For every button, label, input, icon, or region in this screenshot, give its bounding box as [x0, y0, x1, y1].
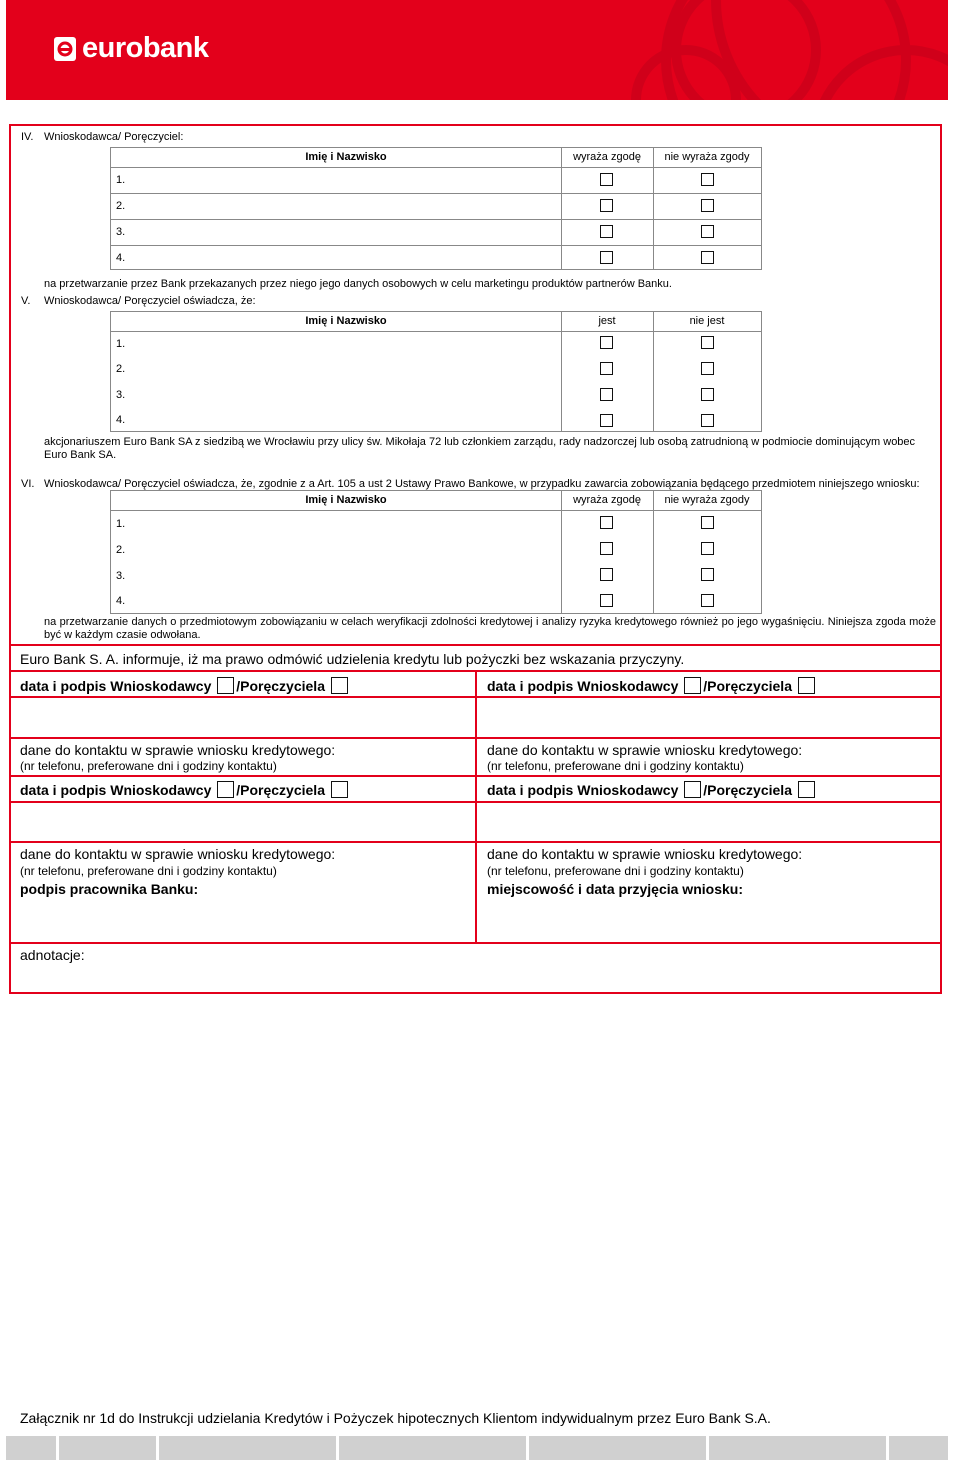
header-banner — [6, 0, 948, 100]
brand-logo — [54, 32, 209, 65]
consent-checkbox[interactable] — [600, 199, 613, 212]
is-not-checkbox[interactable] — [701, 362, 714, 375]
guarantor-checkbox[interactable] — [331, 677, 348, 694]
section-v-title: Wnioskodawca/ Poręczyciel oświadcza, że: — [44, 295, 256, 307]
contact-sublabel: (nr telefonu, preferowane dni i godziny kontaktu) — [20, 864, 277, 878]
col-name-header: Imię i Nazwisko — [305, 151, 387, 163]
col-no-consent-header: nie wyraża zgody — [664, 151, 750, 163]
no-consent-checkbox[interactable] — [701, 542, 714, 555]
no-consent-checkbox[interactable] — [701, 199, 714, 212]
divider — [9, 737, 942, 739]
row-number: 3. — [116, 389, 126, 401]
signature-label — [20, 677, 350, 694]
consent-table-vi — [110, 490, 762, 614]
col-consent-header: wyraża zgodę — [573, 151, 641, 163]
is-checkbox[interactable] — [600, 362, 613, 375]
contact-label: dane do kontaktu w sprawie wniosku kredytowego: — [20, 846, 336, 862]
no-consent-checkbox[interactable] — [701, 173, 714, 186]
contact-sublabel: (nr telefonu, preferowane dni i godziny kontaktu) — [20, 759, 277, 773]
section-v-note: akcjonariuszem Euro Bank SA z siedzibą we Wrocławiu przy ulicy św. Mikołaja 72 lub członkiem zarządu, rady nadzorczej lub osobą zatrudnioną w podmiocie dominującym wobec Euro Bank SA. — [44, 436, 916, 461]
guarantor-label: /Poręczyciela — [703, 782, 792, 798]
divider — [9, 644, 942, 646]
contact-label: dane do kontaktu w sprawie wniosku kredytowego: — [487, 846, 803, 862]
decorative-swirl-icon — [486, 0, 948, 100]
col-name-header: Imię i Nazwisko — [305, 315, 387, 327]
guarantor-label: /Poręczyciela — [236, 678, 325, 694]
guarantor-checkbox[interactable] — [331, 781, 348, 798]
place-date-label: miejscowość i data przyjęcia wniosku: — [487, 881, 743, 897]
is-checkbox[interactable] — [600, 336, 613, 349]
row-number: 1. — [116, 518, 126, 530]
guarantor-checkbox[interactable] — [798, 781, 815, 798]
contact-sublabel: (nr telefonu, preferowane dni i godziny kontaktu) — [487, 759, 744, 773]
consent-checkbox[interactable] — [600, 225, 613, 238]
notes-label: adnotacje: — [20, 947, 85, 963]
section-vi-number: VI. — [21, 478, 35, 490]
row-number: 1. — [116, 174, 126, 186]
applicant-checkbox[interactable] — [684, 781, 701, 798]
contact-sublabel: (nr telefonu, preferowane dni i godziny kontaktu) — [487, 864, 744, 878]
consent-table-iv — [110, 147, 762, 270]
col-name-header: Imię i Nazwisko — [305, 494, 387, 506]
guarantor-label: /Poręczyciela — [236, 782, 325, 798]
signature-label — [487, 781, 817, 798]
section-iv-title: Wnioskodawca/ Poręczyciel: — [44, 131, 184, 143]
guarantor-label: /Poręczyciela — [703, 678, 792, 694]
section-vi-title: Wnioskodawca/ Poręczyciel oświadcza, że, zgodnie z a Art. 105 a ust 2 Ustawy Prawo Bankowe, w przypadku zawarcia zobowiązania będącego przedmiotem niniejszego wniosku: — [44, 478, 920, 490]
row-number: 3. — [116, 226, 126, 238]
divider — [9, 801, 942, 803]
section-vi-note: na przetwarzanie danych o przedmiotowym zobowiązaniu w celach weryfikacji zdolności kredytowej i analizy ryzyka kredytowego również po jego wygaśnięciu. Niniejsza zgoda może być w każdym czasie odwołana. — [44, 616, 936, 641]
section-v-number: V. — [21, 295, 31, 307]
brand-name: eurobank — [82, 32, 209, 64]
consent-checkbox[interactable] — [600, 516, 613, 529]
no-consent-checkbox[interactable] — [701, 594, 714, 607]
row-number: 1. — [116, 338, 126, 350]
consent-checkbox[interactable] — [600, 173, 613, 186]
consent-checkbox[interactable] — [600, 594, 613, 607]
guarantor-checkbox[interactable] — [798, 677, 815, 694]
applicant-label: data i podpis Wnioskodawcy — [487, 678, 679, 694]
applicant-label: data i podpis Wnioskodawcy — [20, 782, 212, 798]
row-number: 2. — [116, 363, 126, 375]
col-is-header: jest — [598, 315, 616, 327]
no-consent-checkbox[interactable] — [701, 251, 714, 264]
no-consent-checkbox[interactable] — [701, 225, 714, 238]
contact-label: dane do kontaktu w sprawie wniosku kredytowego: — [20, 742, 336, 758]
consent-checkbox[interactable] — [600, 542, 613, 555]
applicant-checkbox[interactable] — [217, 781, 234, 798]
is-not-checkbox[interactable] — [701, 414, 714, 427]
divider — [9, 841, 942, 843]
eurobank-logo-icon — [54, 37, 76, 61]
section-iv-note: na przetwarzanie przez Bank przekazanych przez niego jego danych osobowych w celu marketingu produktów partnerów Banku. — [44, 278, 672, 290]
no-consent-checkbox[interactable] — [701, 568, 714, 581]
divider — [9, 696, 942, 698]
bank-info-statement: Euro Bank S. A. informuje, iż ma prawo odmówić udzielenia kredytu lub pożyczki bez wskazania przyczyny. — [20, 651, 685, 667]
applicant-checkbox[interactable] — [684, 677, 701, 694]
footer-bar — [6, 1436, 948, 1460]
contact-label: dane do kontaktu w sprawie wniosku kredytowego: — [487, 742, 803, 758]
applicant-label: data i podpis Wnioskodawcy — [487, 782, 679, 798]
col-consent-header: wyraża zgodę — [573, 494, 641, 506]
no-consent-checkbox[interactable] — [701, 516, 714, 529]
is-not-checkbox[interactable] — [701, 336, 714, 349]
is-checkbox[interactable] — [600, 414, 613, 427]
employee-signature-label: podpis pracownika Banku: — [20, 881, 199, 897]
divider — [9, 775, 942, 777]
footer-text: Załącznik nr 1d do Instrukcji udzielania Kredytów i Pożyczek hipotecznych Klientom indywidualnym przez Euro Bank S.A. — [20, 1410, 771, 1426]
signature-label — [487, 677, 817, 694]
row-number: 4. — [116, 414, 126, 426]
col-no-consent-header: nie wyraża zgody — [664, 494, 750, 506]
row-number: 4. — [116, 252, 126, 264]
consent-checkbox[interactable] — [600, 568, 613, 581]
row-number: 3. — [116, 570, 126, 582]
shareholder-table-v — [110, 311, 762, 432]
column-divider — [475, 670, 477, 942]
row-number: 2. — [116, 544, 126, 556]
consent-checkbox[interactable] — [600, 251, 613, 264]
section-iv-number: IV. — [21, 131, 34, 143]
row-number: 4. — [116, 595, 126, 607]
is-checkbox[interactable] — [600, 388, 613, 401]
applicant-label: data i podpis Wnioskodawcy — [20, 678, 212, 694]
col-is-not-header: nie jest — [689, 315, 725, 327]
is-not-checkbox[interactable] — [701, 388, 714, 401]
row-number: 2. — [116, 200, 126, 212]
signature-label — [20, 781, 350, 798]
applicant-checkbox[interactable] — [217, 677, 234, 694]
divider — [9, 942, 942, 944]
